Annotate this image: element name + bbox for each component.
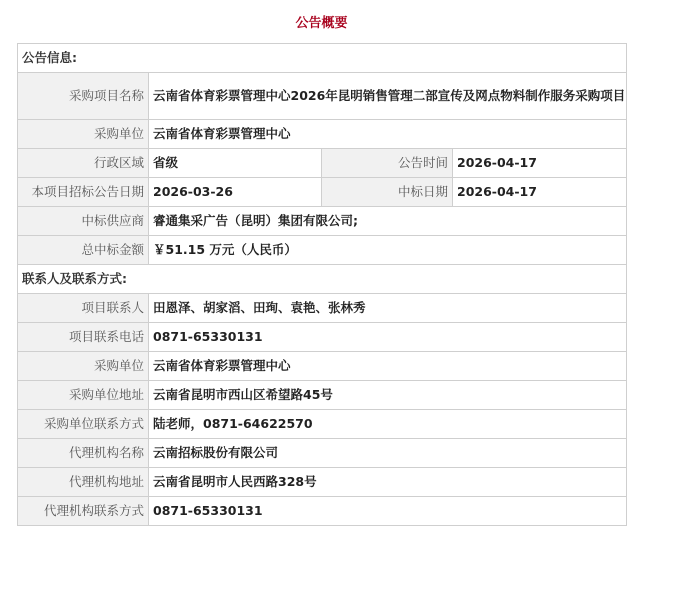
project-contact-value: 田恩泽、胡家滔、田珣、袁艳、张林秀: [149, 294, 627, 323]
purchaser-address-value: 云南省昆明市西山区希望路45号: [149, 381, 627, 410]
award-date-value: 2026-04-17: [453, 178, 627, 207]
supplier-value: 睿通集采广告（昆明）集团有限公司;: [149, 207, 627, 236]
contact-purchaser-label: 采购单位: [18, 352, 149, 381]
row-contact-purchaser: [18, 352, 627, 381]
region-label: 行政区域: [18, 149, 149, 178]
row-project-contact: [18, 294, 627, 323]
purchaser-address-label: 采购单位地址: [18, 381, 149, 410]
agency-name-value: 云南招标股份有限公司: [149, 439, 627, 468]
row-agency-name: [18, 439, 627, 468]
row-project-phone: [18, 323, 627, 352]
amount-label: 总中标金额: [18, 236, 149, 265]
section-heading-contact-info: 联系人及联系方式:: [18, 265, 627, 294]
row-agency-address: [18, 468, 627, 497]
row-amount: [18, 236, 627, 265]
region-value: 省级: [149, 149, 322, 178]
agency-contact-value: 0871-65330131: [149, 497, 627, 526]
purchaser-value: 云南省体育彩票管理中心: [149, 120, 627, 149]
project-phone-label: 项目联系电话: [18, 323, 149, 352]
project-contact-label: 项目联系人: [18, 294, 149, 323]
row-dates: [18, 178, 627, 207]
row-purchaser: [18, 120, 627, 149]
tender-date-value: 2026-03-26: [149, 178, 322, 207]
row-region-time: [18, 149, 627, 178]
agency-address-value: 云南省昆明市人民西路328号: [149, 468, 627, 497]
section-row-contact-info: [18, 265, 627, 294]
page-title: 公告概要: [295, 16, 348, 31]
purchaser-contact-value: 陆老师，0871-64622570: [149, 410, 627, 439]
section-heading-notice-info: 公告信息:: [18, 44, 627, 73]
announce-time-value: 2026-04-17: [453, 149, 627, 178]
project-phone-value: 0871-65330131: [149, 323, 627, 352]
purchaser-label: 采购单位: [18, 120, 149, 149]
contact-purchaser-value: 云南省体育彩票管理中心: [149, 352, 627, 381]
agency-address-label: 代理机构地址: [18, 468, 149, 497]
row-purchaser-address: [18, 381, 627, 410]
row-purchaser-contact: [18, 410, 627, 439]
agency-name-label: 代理机构名称: [18, 439, 149, 468]
supplier-label: 中标供应商: [18, 207, 149, 236]
purchaser-contact-label: 采购单位联系方式: [18, 410, 149, 439]
project-name-label: 采购项目名称: [18, 73, 149, 120]
row-agency-contact: [18, 497, 627, 526]
announce-time-label: 公告时间: [322, 149, 453, 178]
tender-date-label: 本项目招标公告日期: [18, 178, 149, 207]
row-supplier: [18, 207, 627, 236]
section-row-notice-info: [18, 44, 627, 73]
award-date-label: 中标日期: [322, 178, 453, 207]
notice-summary-table: [17, 43, 627, 526]
amount-value: ￥51.15 万元（人民币）: [149, 236, 627, 265]
agency-contact-label: 代理机构联系方式: [18, 497, 149, 526]
project-name-value: 云南省体育彩票管理中心2026年昆明销售管理二部宣传及网点物料制作服务采购项目: [149, 73, 627, 120]
row-project-name: [18, 73, 627, 120]
